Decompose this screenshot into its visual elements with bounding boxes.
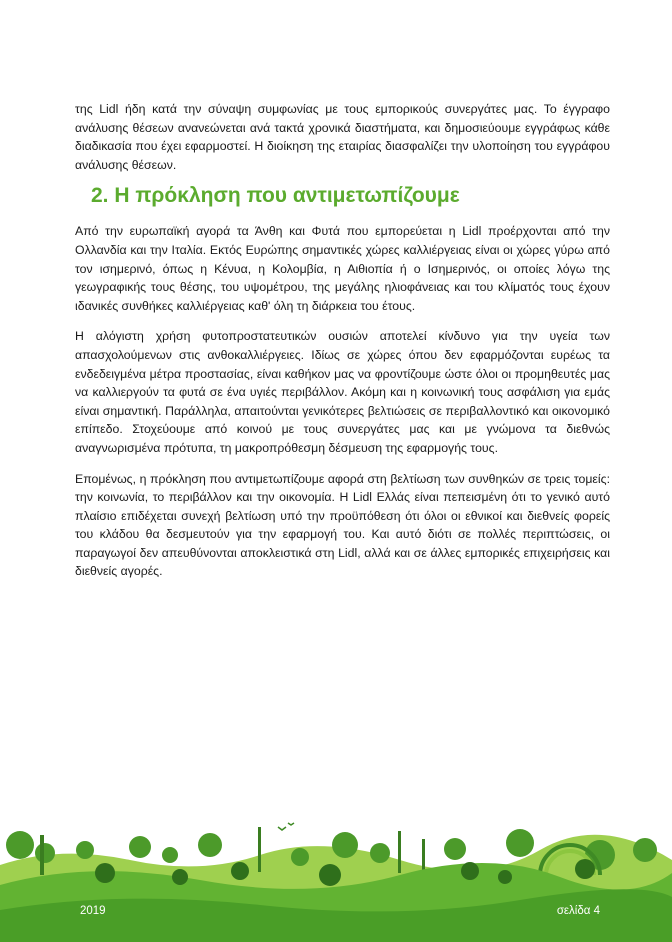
footer-page-number: σελίδα 4 <box>556 905 600 917</box>
intro-paragraph: της Lidl ήδη κατά την σύναψη συμφωνίας με τους εμπορικούς συνεργάτες μας. Το έγγραφο ανάλυσης θέσεων ανανεώνεται ανά τακτά χρονικά διαστήματα, και δημοσιεύουμε εγγράφως κάθε διαδικασία που έχει εφαρμοστεί. Η διοίκηση της εταιρίας διασφαλίζει την υλοποίηση του εγγράφου ανάλυσης θέσεων. <box>75 102 610 172</box>
landscape-illustration <box>0 805 672 942</box>
paragraph-3: Επομένως, η πρόκληση που αντιμετωπίζουμε αφορά στη βελτίωση των συνθηκών σε τρεις τομείς: την κοινωνία, το περιβάλλον και την οικονομία. Η Lidl Ελλάς είναι πεπεισμένη ότι το γενικό αυτό πλαίσιο επιδέχεται συνεχή βελτίωση υπό την προϋπόθεση ότι όλοι οι εθνικοί και διεθνείς φορείς του κλάδου θα δεσμευτούν για την εφαρμογή του. Και αυτό διότι σε πολλές περιπτώσεις, οι παραγωγοί δεν απευθύνονται αποκλειστικά στη Lidl, αλλά και σε άλλες εμπορικές επιχειρήσεις και διεθνείς αγορές. <box>75 471 610 579</box>
section-heading: 2. Η πρόκληση που αντιμετωπίζουμε <box>91 184 460 208</box>
page-body <box>75 100 610 593</box>
paragraph-1: Από την ευρωπαϊκή αγορά τα Άνθη και Φυτά που εμπορεύεται η Lidl προέρχονται από την Ολλανδία και την Ιταλία. Εκτός Ευρώπης σημαντικές χώρες καλλιέργειας είναι οι χώρες γύρω από τον ισημερινό, όπως η Κένυα, η Κολομβία, η Αιθιοπία ή ο Ισημερινός, οι οποίες λόγω της γεωγραφικής τους θέσης, του υψομέτρου, της μεγάλης ηλιοφάνειας και του κλίματός τους έχουν ιδανικές συνθήκες καλλιέργειας καθ' όλη τη διάρκεια του έτους. <box>75 224 610 313</box>
paragraph-2: Η αλόγιστη χρήση φυτοπροστατευτικών ουσιών αποτελεί κίνδυνο για την υγεία των απασχολούμενων στις ανθοκαλλιέργειες. Ιδίως σε χώρες όπου δεν εφαρμόζονται ευρέως τα ενδεδειγμένα μέτρα προστασίας, είναι καθήκον μας να φροντίζουμε ώστε όλοι οι προμηθευτές μας να καλλιεργούν τα φυτά σε ένα υγιές περιβάλλον. Ακόμη και η κοινωνική τους ασφάλιση για εμάς είναι σημαντική. Παράλληλα, απαιτούνται γενικότερες βελτιώσεις σε περιβαλλοντικό και οικονομικό επίπεδο. Στοχεύουμε από κοινού με τους συνεργάτες μας και με γνώμονα τα διεθνώς αναγνωρισμένα πρότυπα, τη μακροπρόθεσμη δέσμευση της εφαρμογής τους. <box>75 329 610 455</box>
footer-year: 2019 <box>80 905 106 917</box>
